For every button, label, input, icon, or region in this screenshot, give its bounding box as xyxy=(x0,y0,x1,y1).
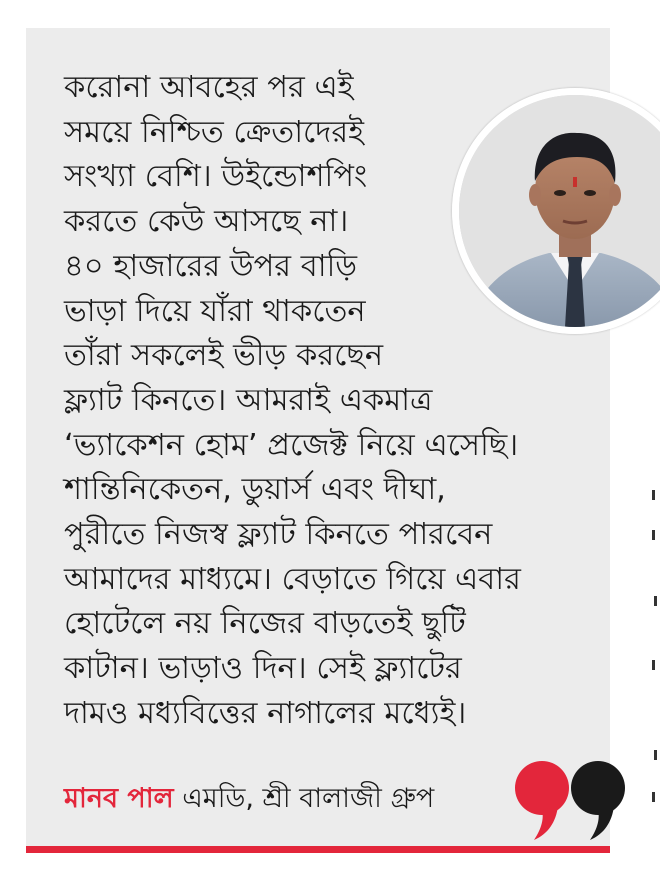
quote-line: তাঁরা সকলেই ভীড় করছেন xyxy=(64,338,384,374)
quote-line: করোনা আবহের পর এই xyxy=(64,70,354,105)
quote-line: ৪০ হাজারের উপর বাড়ি xyxy=(64,248,358,284)
quote-line: সংখ্যা বেশি। উইন্ডোশপিং xyxy=(64,159,368,195)
quote-line: করতে কেউ আসছে না। xyxy=(64,204,349,240)
quote-line: কাটান। ভাড়াও দিন। সেই ফ্ল্যাটের xyxy=(64,651,462,687)
quote-line: পুরীতে নিজস্ব ফ্ল্যাট কিনতে পারবেন xyxy=(64,517,493,553)
quote-marks-icon xyxy=(512,758,628,842)
quote-line: হোটেলে নয় নিজের বাড়তেই ছুটি xyxy=(64,606,466,642)
quote-line: দামও মধ্যবিত্তের নাগালের মধ্যেই। xyxy=(64,695,467,731)
quote-line: ‘ভ্যাকেশন হোম’ প্রজেক্ট নিয়ে এসেছি। xyxy=(64,427,519,463)
speaker-name: মানব পাল xyxy=(64,783,174,814)
quote-line: শান্তিনিকেতন, ডুয়ার্স এবং দীঘা, xyxy=(64,472,446,508)
quote-line: আমাদের মাধ্যমে। বেড়াতে গিয়ে এবার xyxy=(64,561,521,597)
quote-line: ভাড়া দিয়ে যাঁরা থাকতেন xyxy=(64,293,366,329)
quote-line: সময়ে নিশ্চিত ক্রেতাদেরই xyxy=(64,114,364,150)
quote-line: ফ্ল্যাট কিনতে। আমরাই একমাত্র xyxy=(64,382,433,418)
speaker-role: এমডি, শ্রী বালাজী গ্রুপ xyxy=(182,783,435,814)
bottom-accent-rule xyxy=(26,846,610,853)
attribution xyxy=(64,782,434,816)
person-photo-icon xyxy=(459,95,660,327)
